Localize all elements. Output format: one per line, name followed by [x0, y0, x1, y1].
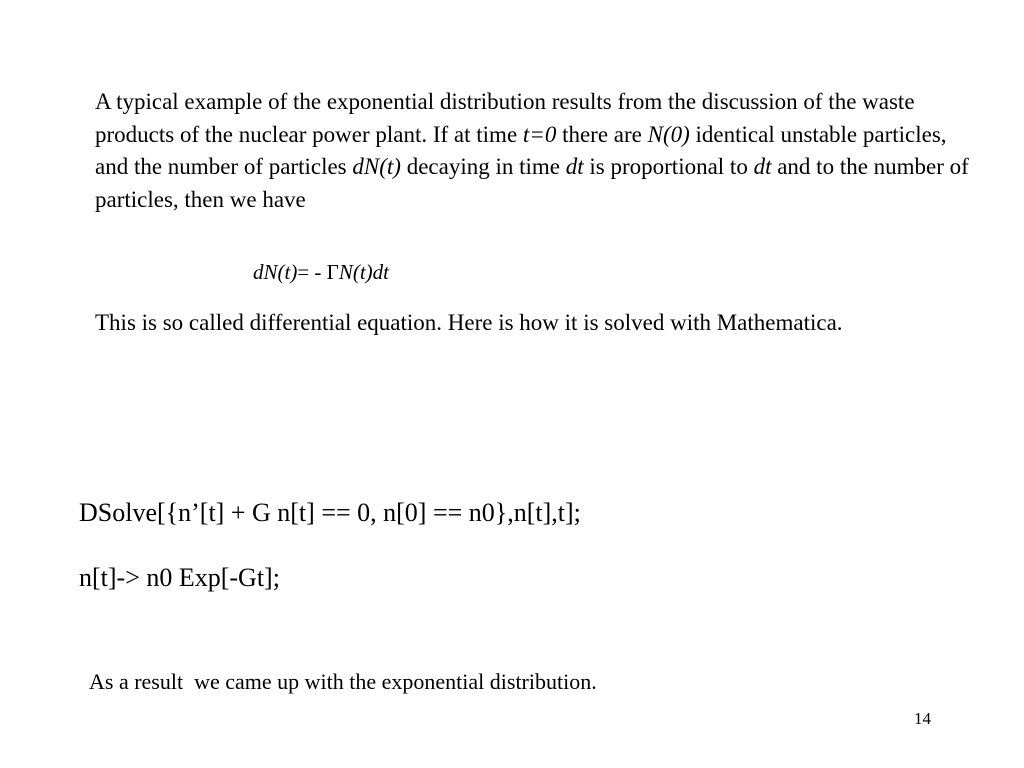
- time-zero: t=0: [522, 121, 557, 147]
- intro-text-6: and to the number of particles, then we have: [95, 154, 969, 212]
- initial-count: N(0): [647, 121, 690, 147]
- differential-equation-paragraph: This is so called differential equation. Here is how it is solved with Mathematica.: [95, 310, 843, 335]
- intro-paragraph: [95, 86, 975, 216]
- decaying-count: dN(t): [352, 154, 401, 179]
- equation-middle: = - Γ: [297, 260, 339, 284]
- intro-text-5: is proportional to: [583, 154, 754, 179]
- time-interval-2: dt: [753, 154, 772, 179]
- page-number: 14: [914, 709, 931, 728]
- result-statement: As a result we came up with the exponential distribution.: [89, 669, 597, 694]
- solution-code-line: n[t]-> n0 Exp[-Gt];: [79, 563, 280, 592]
- intro-text-3: identical unstable particles, and the number of particles: [95, 121, 947, 179]
- time-interval-1: dt: [565, 154, 584, 179]
- decay-equation: [253, 256, 389, 288]
- equation-lhs: dN(t): [253, 260, 298, 284]
- intro-text-1: A typical example of the exponential distribution results from the discussion of the waste products of the nuclear power plant. If at time: [95, 89, 915, 147]
- intro-text-2: there are: [556, 121, 648, 147]
- dsolve-code-line: DSolve[{n’[t] + G n[t] == 0, n[0] == n0},n[t],t];: [79, 498, 581, 527]
- equation-rhs: N(t)dt: [338, 260, 389, 284]
- intro-text-4: decaying in time: [400, 154, 566, 179]
